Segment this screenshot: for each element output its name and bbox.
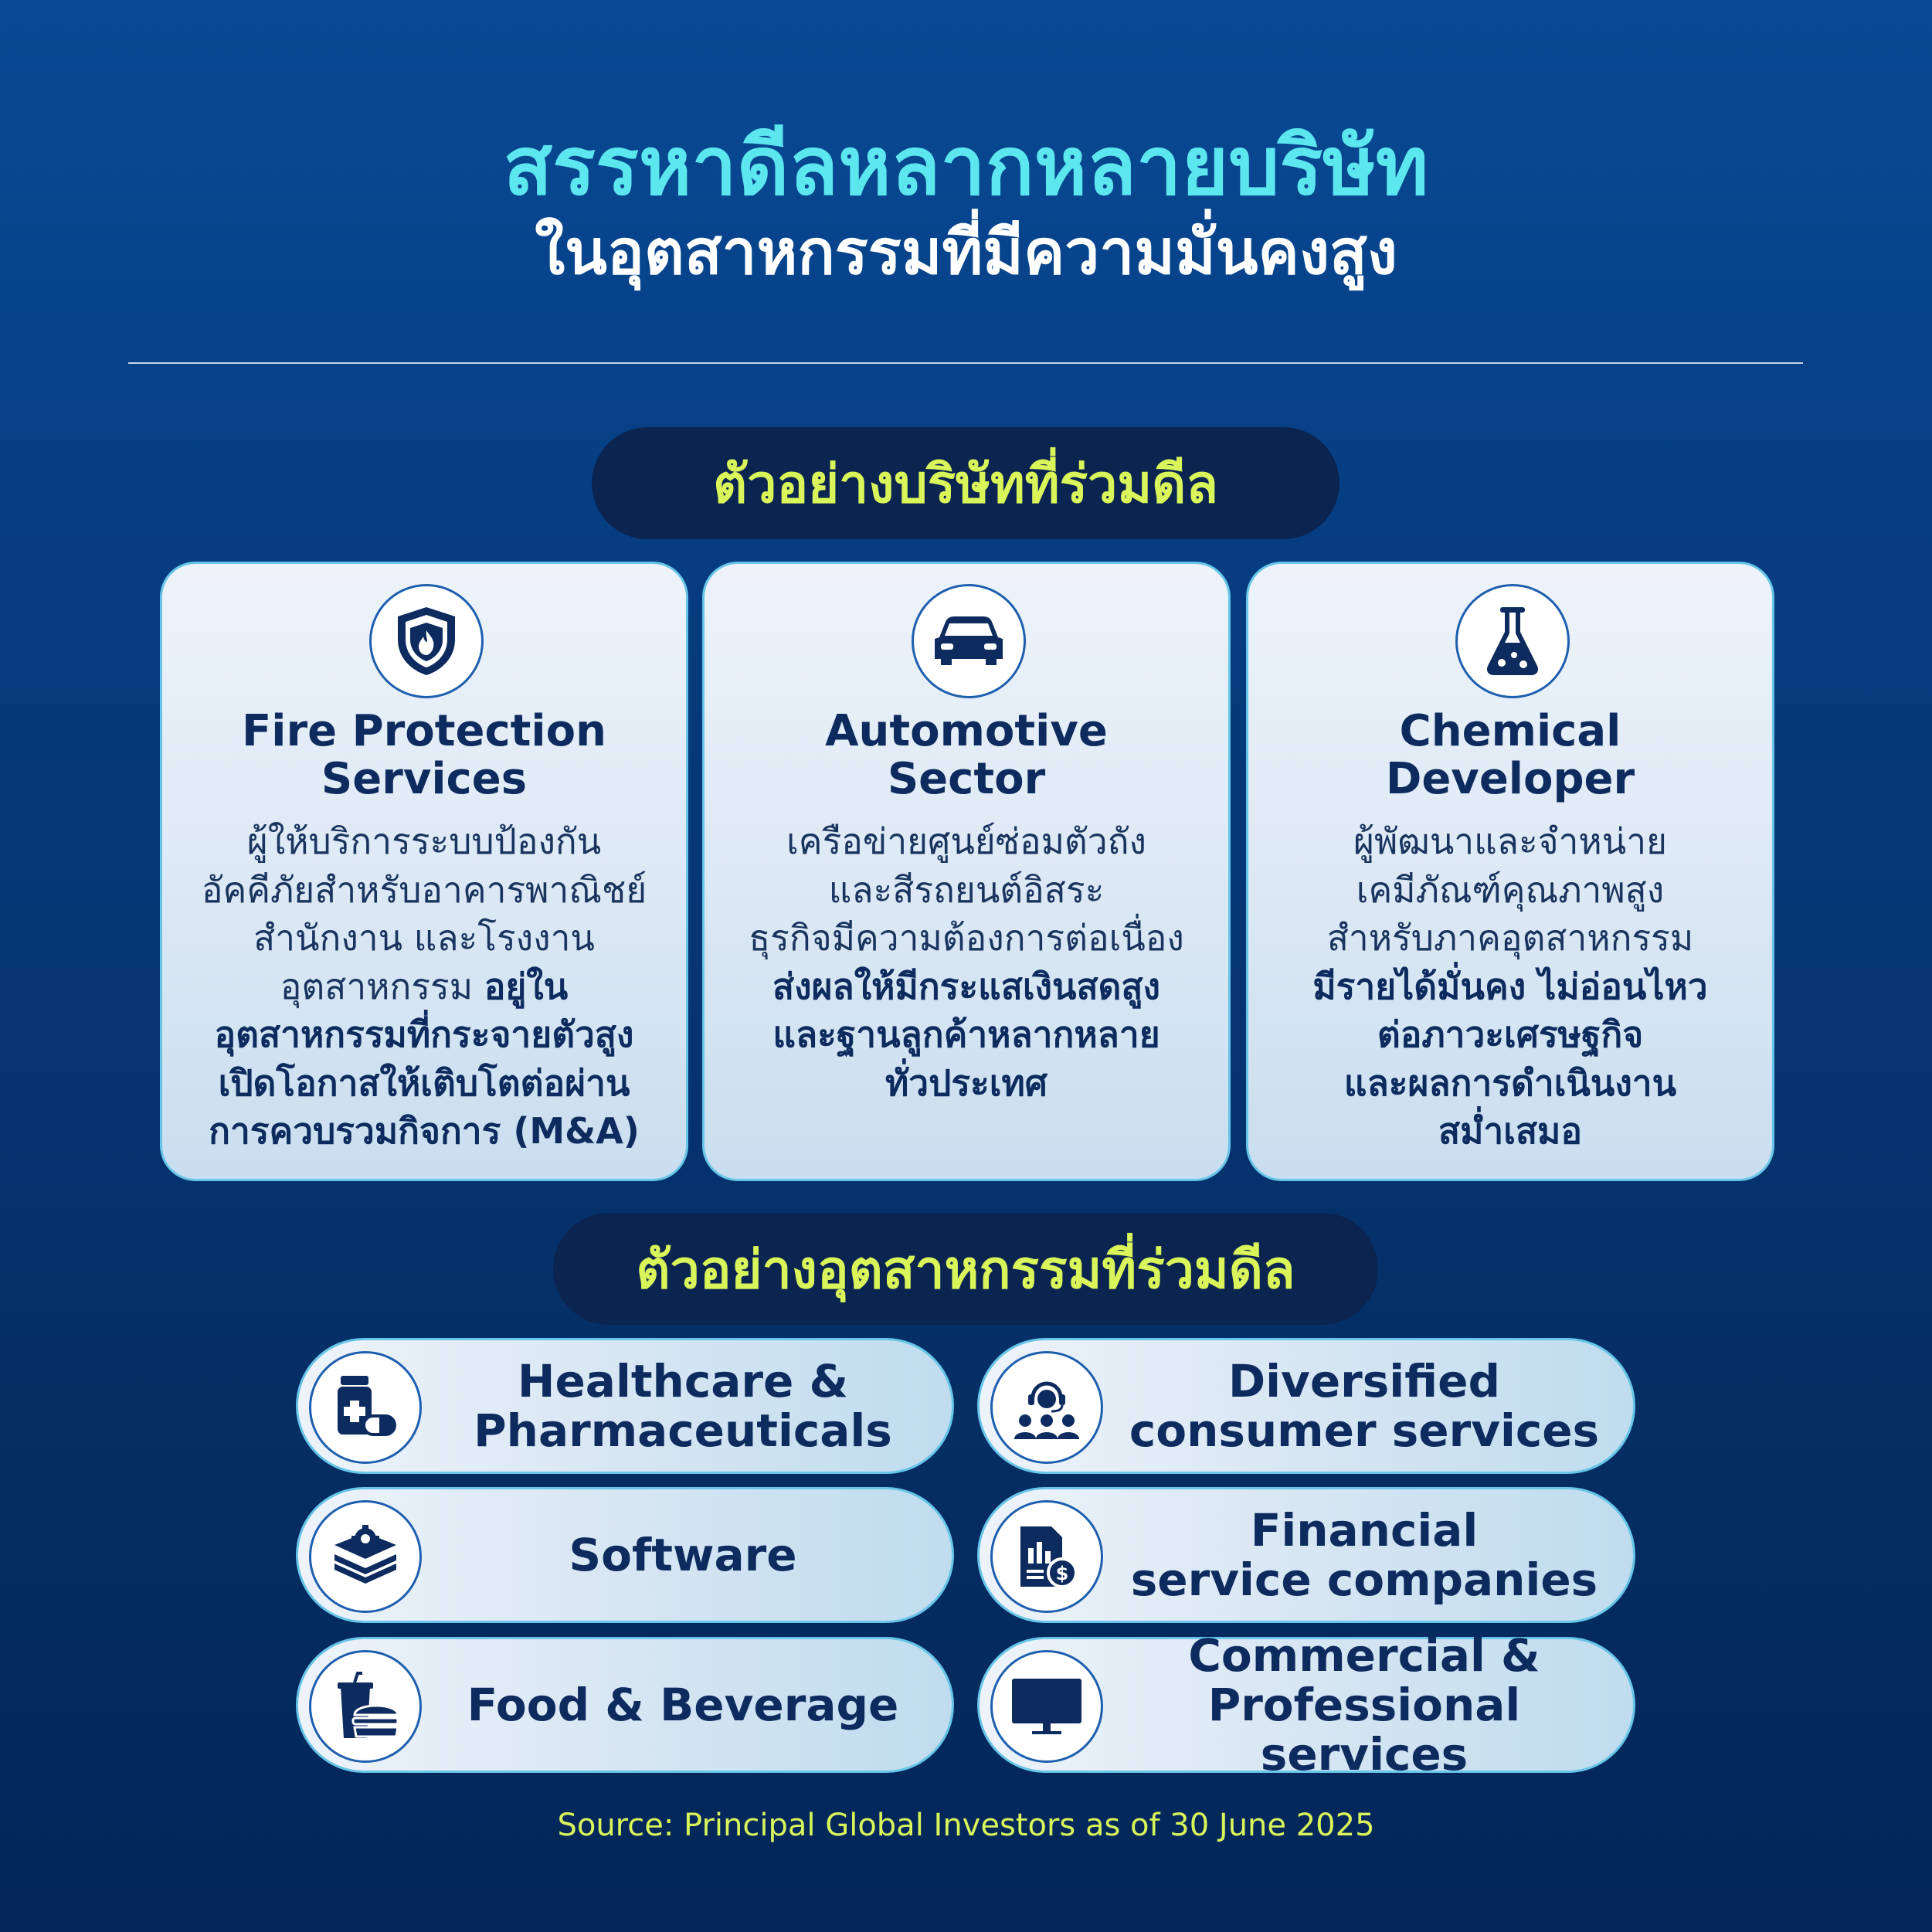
svg-text:$: $ bbox=[1055, 1563, 1069, 1584]
desc-bold: อยู่ใน bbox=[484, 965, 569, 1007]
card-title-line: Services bbox=[321, 754, 528, 804]
desc-bold-line: เปิดโอกาสให้เติบโตต่อผ่าน bbox=[218, 1061, 630, 1104]
flask-icon bbox=[1455, 584, 1570, 698]
industry-label-line: Commercial & bbox=[1188, 1629, 1540, 1682]
desc-line: อุตสาหกรรม bbox=[280, 965, 484, 1007]
card-automotive bbox=[702, 562, 1231, 1181]
card-fire-protection bbox=[160, 562, 688, 1181]
industry-healthcare bbox=[296, 1338, 954, 1474]
industry-label-line: service companies bbox=[1130, 1553, 1598, 1606]
customer-support-icon bbox=[990, 1351, 1103, 1464]
car-icon bbox=[912, 584, 1026, 698]
page-subtitle: ในอุตสาหกรรมที่มีความมั่นคงสูง bbox=[535, 216, 1397, 288]
software-layers-icon bbox=[309, 1500, 422, 1613]
card-title-line: Sector bbox=[887, 754, 1046, 804]
desc-line: ผู้พัฒนาและจำหน่าย bbox=[1353, 820, 1667, 862]
medicine-bottle-icon bbox=[309, 1351, 422, 1464]
desc-line: สำหรับภาคอุตสาหกรรม bbox=[1326, 917, 1694, 959]
desc-bold-line: มีรายได้มั่นคง ไม่อ่อนไหว bbox=[1312, 965, 1708, 1007]
desc-bold-line: และฐานลูกค้าหลากหลาย bbox=[772, 1014, 1160, 1055]
desc-line: ผู้ให้บริการระบบป้องกัน bbox=[246, 820, 602, 862]
desc-bold-line: อุตสาหกรรมที่กระจายตัวสูง bbox=[214, 1014, 634, 1055]
industry-label-line: Healthcare & bbox=[517, 1355, 849, 1407]
desc-bold-line: ส่งผลให้มีกระแสเงินสดสูง bbox=[772, 965, 1160, 1007]
card-title-line: Fire Protection bbox=[242, 706, 606, 756]
industry-label-line: Software bbox=[569, 1529, 797, 1581]
industry-label-line: Pharmaceuticals bbox=[474, 1404, 892, 1457]
desc-bold-line: สม่ำเสมอ bbox=[1438, 1110, 1582, 1152]
card-title-line: Automotive bbox=[825, 706, 1108, 756]
industry-commercial-professional bbox=[977, 1629, 1635, 1781]
page-title: สรรหาดีลหลากหลายบริษัท bbox=[503, 119, 1429, 213]
industry-software bbox=[296, 1487, 954, 1623]
section-heading-industries: ตัวอย่างอุตสาหกรรมที่ร่วมดีล bbox=[553, 1213, 1378, 1325]
desc-line: สำนักงาน และโรงงาน bbox=[253, 917, 595, 959]
desc-line: อัคคีภัยสำหรับอาคารพาณิชย์ bbox=[201, 868, 647, 911]
industry-financial bbox=[977, 1487, 1635, 1623]
section-heading-companies: ตัวอย่างบริษัทที่ร่วมดีล bbox=[592, 427, 1339, 539]
card-chemical bbox=[1246, 562, 1774, 1181]
industry-label-line: Food & Beverage bbox=[467, 1679, 899, 1731]
card-description bbox=[715, 817, 1217, 1107]
divider bbox=[128, 362, 1803, 364]
card-description bbox=[1259, 817, 1761, 1156]
card-title-line: Chemical bbox=[1399, 706, 1621, 756]
industry-label-line: consumer services bbox=[1129, 1404, 1600, 1457]
industry-label-line: Financial bbox=[1250, 1504, 1479, 1557]
desc-line: ธุรกิจมีความต้องการต่อเนื่อง bbox=[749, 917, 1184, 959]
industry-label-line: Diversified bbox=[1227, 1355, 1501, 1407]
desc-line: เคมีภัณฑ์คุณภาพสูง bbox=[1356, 868, 1665, 911]
source-note: Source: Principal Global Investors as of 30 June 2025 bbox=[557, 1808, 1375, 1843]
industry-consumer-services bbox=[977, 1338, 1635, 1474]
desc-bold-line: ทั่วประเทศ bbox=[885, 1061, 1047, 1104]
desc-bold-line: ต่อภาวะเศรษฐกิจ bbox=[1377, 1014, 1644, 1055]
food-drink-icon bbox=[309, 1650, 422, 1763]
desc-bold-line: การควบรวมกิจการ (M&A) bbox=[209, 1110, 640, 1152]
card-title-line: Developer bbox=[1385, 754, 1635, 804]
card-description bbox=[173, 817, 675, 1156]
financial-report-icon bbox=[990, 1500, 1103, 1613]
desc-line: และสีรถยนต์อิสระ bbox=[828, 868, 1105, 911]
shield-fire-icon bbox=[369, 584, 484, 698]
industry-label-line: Professional services bbox=[1207, 1679, 1521, 1781]
desc-bold-line: และผลการดำเนินงาน bbox=[1343, 1061, 1677, 1104]
industry-food-beverage bbox=[296, 1637, 954, 1773]
monitor-icon bbox=[990, 1650, 1103, 1763]
desc-line: เครือข่ายศูนย์ซ่อมตัวถัง bbox=[786, 820, 1146, 862]
